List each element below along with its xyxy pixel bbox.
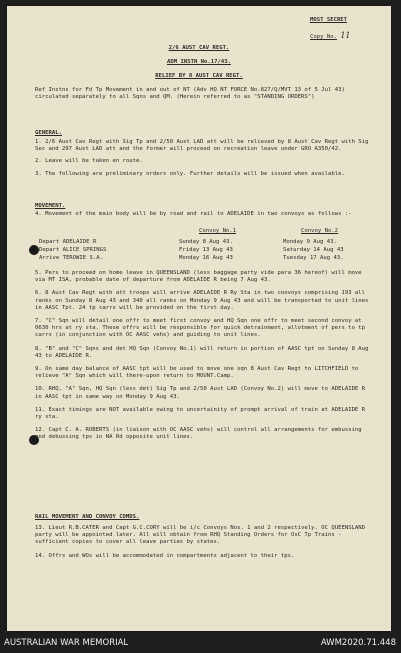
paragraph-5: 5. Pers to proceed on home leave in QUEENSLAND (less baggage party vide para 36 hereof) will move via MT ISA, probable date of departure from ADELAIDE R being 7 Aug 43. bbox=[35, 270, 366, 284]
paragraph-9: 9. On same day balance of AASC tpt will be used to move one sqn 8 Aust Cav Regt to LITCHFIELD to relieve "A" Sqn which will there-upon return to MOUNT.Camp. bbox=[35, 366, 362, 380]
paragraph-8: 8. "B" and "C" Sqns and det HQ Sqn (Convoy No.1) will return in portion of AASC tpt on Sunday 8 Aug 43 to ADELAIDE R. bbox=[35, 345, 372, 359]
footer-source: AUSTRALIAN WAR MEMORIAL bbox=[4, 638, 129, 648]
paragraph-12: 12. Capt C. A. ROBERTS (in liaison with OC AASC vehs) will control all arrangements for embussing and debussing tps in NA Rd opposite unit lines. bbox=[35, 427, 366, 441]
section-heading-rail-movement: RAIL MOVEMENT AND CONVOY COMDS. bbox=[35, 514, 140, 520]
paragraph-3: 3. The following are preliminary orders only. Further details will be issued when available. bbox=[35, 170, 345, 177]
paragraph-1: 1. 2/6 Aust Cav Regt with Sig Tp and 2/50 Aust LAD att will be relieved by 8 Aust Cav Regt with Sig Sec and 297 Aust LAD att and the former will proceed on recreation leave under GRO A350/42. bbox=[35, 139, 372, 153]
footer-accession-number: AWM2020.71.448 bbox=[320, 638, 396, 648]
punch-hole bbox=[29, 245, 39, 255]
convoy-row: Depart ALICE SPRINGS Friday 13 Aug 43 Saturday 14 Aug 43 bbox=[39, 247, 344, 253]
paragraph-4: 4. Movement of the main body will be by road and rail to ADELAIDE in two convoys as follows :- bbox=[35, 211, 352, 217]
convoy-row: Arrive TEROWIE S.A. Monday 16 Aug 43 Tuesday 17 Aug 43. bbox=[39, 255, 344, 261]
paragraph-2: 2. Leave will be taken en route. bbox=[35, 158, 143, 165]
paragraph-7: 7. "C" Sqn will detail one offr to meet first convoy and HQ Sqn one offr to meet second convoy at 0630 hrs at ry sta. These offrs will be responsible for quick detrainment, allotment of pers to tp carrs (in conjunction with OC AASC vehs) and guiding to unit lines. bbox=[35, 318, 369, 339]
paragraph-14: 14. Offrs and WOs will be accommodated in compartments adjacent to their tps. bbox=[35, 552, 295, 559]
movement-section bbox=[35, 270, 375, 442]
subject-title: RELIEF BY 8 AUST CAV REGT. bbox=[155, 73, 243, 79]
paragraph-13: 13. Lieut R.B.CATER and Capt G.C.CORY will be i/c Convoys Nos. 1 and 2 respectively. OC QUEENSLAND party will be appointed later. All will obtain from RHQ Standing Orders for OsC Tp Trains - sufficient copies to cover all leave parties by states. bbox=[35, 525, 369, 546]
reference-paragraph: Ref Instns for Fd Tp Movement in and out of NT (Adv HQ NT FORCE No.827/Q/MVT 13 of 5 Jul 43) circulated separately to all Sqns and QM. (Herein referred to as "STANDING ORDERS") bbox=[35, 87, 349, 101]
section-heading-movement: MOVEMENT. bbox=[35, 203, 66, 209]
instruction-title: ADM INSTN No.17/43. bbox=[167, 59, 231, 65]
section-heading-general: GENERAL. bbox=[35, 130, 62, 136]
document-page bbox=[7, 6, 391, 631]
general-section bbox=[35, 139, 375, 178]
convoy-table-header: Convoy No.1 Convoy No.2 bbox=[199, 228, 339, 234]
convoy-row: Depart ADELAIDE R Sunday 8 Aug 43. Monday 9 Aug 43. bbox=[39, 239, 337, 245]
classification-label: MOST SECRET bbox=[310, 17, 348, 23]
copy-number-label: Copy No. 11 bbox=[310, 31, 351, 40]
paragraph-10: 10. RHQ, "A" Sqn, HQ Sqn (less det) Sig Tp and 2/50 Aust LAD (Convoy No.2) will move to ADELAIDE R in AASC tpt in same way on Monday 9 Aug 43. bbox=[35, 386, 369, 400]
archive-footer bbox=[0, 634, 401, 653]
paragraph-6: 6. 8 Aust Cav Regt with att troops will arrive ADELAIDE R Ry Sta in two convoys comprising 193 all ranks on Sunday 8 Aug 43 and 340 all ranks on Monday 9 Aug 43 and will be transported to unit lines in AASC Tpt. 24 tp carrs will be provided on the first day. bbox=[35, 290, 372, 311]
rail-section bbox=[35, 525, 375, 560]
unit-title: 2/6 AUST CAV REGT. bbox=[168, 45, 230, 51]
paragraph-11: 11. Exact timings are NOT available owing to uncertainity of prompt arrival of train at ADELAIDE R ry sta. bbox=[35, 406, 369, 421]
